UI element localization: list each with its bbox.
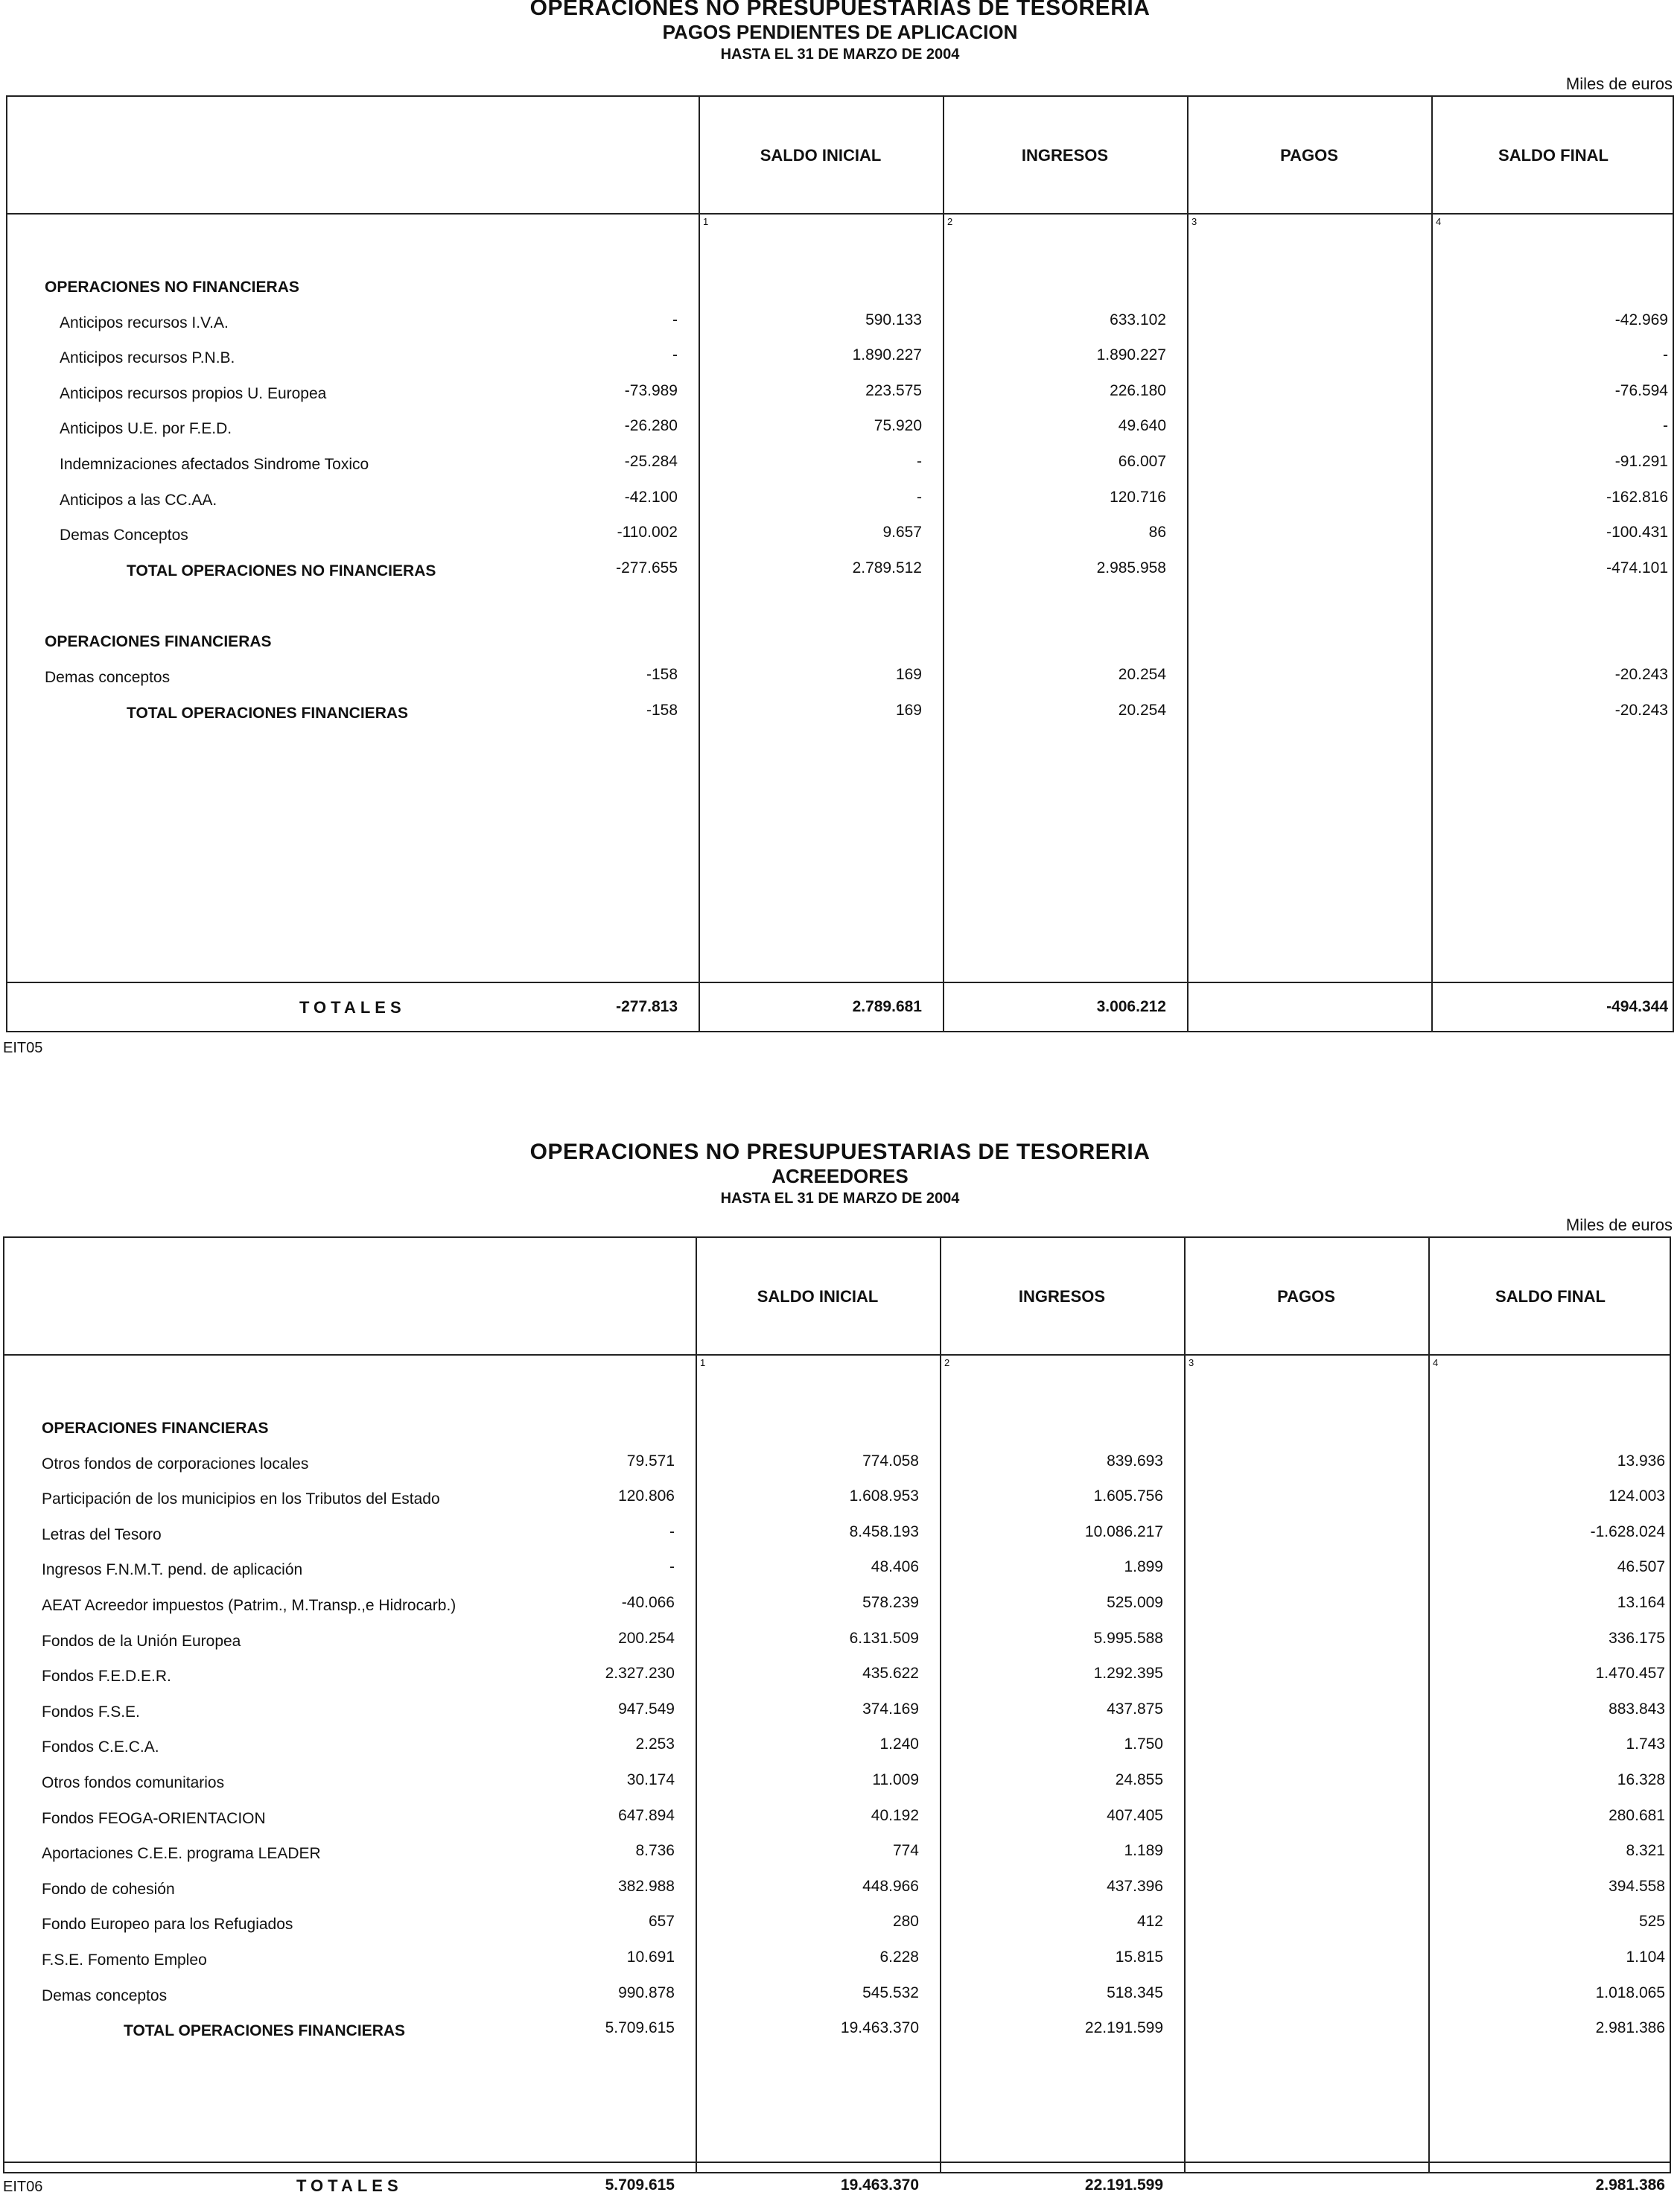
table-row-label: Participación de los municipios en los Tributos del Estado <box>42 1490 440 1508</box>
table1-col-ingresos: INGRESOS <box>1021 146 1109 165</box>
table-cell-saldo-inicial: -40.066 <box>621 1594 675 1611</box>
table-cell-saldo-final: 13.936 <box>1617 1452 1665 1470</box>
table-cell-pagos: 1.189 <box>1124 1842 1163 1860</box>
table-cell-pagos: 437.396 <box>1107 1877 1163 1895</box>
table-cell-pagos: 86 <box>1148 524 1166 541</box>
table-cell-saldo-inicial: 8.736 <box>635 1842 675 1860</box>
table-row-label: Demas Conceptos <box>60 527 188 544</box>
table-cell-saldo-final: 46.507 <box>1617 1558 1665 1576</box>
table1-colnum-1: 1 <box>703 216 709 227</box>
table-cell-ingresos: 169 <box>895 701 922 719</box>
table-cell-pagos: 5.995.588 <box>1093 1629 1163 1647</box>
table-cell-saldo-inicial: 947.549 <box>618 1700 675 1718</box>
table-cell-ingresos: 19.463.370 <box>840 2019 919 2037</box>
table-cell-pagos: 437.875 <box>1107 1700 1163 1718</box>
table-cell-saldo-inicial: -158 <box>646 666 678 683</box>
table-cell-ingresos: 9.657 <box>882 524 922 541</box>
table-cell-ingresos: 578.239 <box>862 1594 919 1611</box>
table-cell-saldo-final: 124.003 <box>1609 1487 1665 1505</box>
table-cell-saldo-final: 1.018.065 <box>1595 1984 1665 2001</box>
table-cell-ingresos: 48.406 <box>871 1558 919 1576</box>
table-cell-saldo-inicial: 2.253 <box>635 1735 675 1753</box>
table-cell-ingresos: 448.966 <box>862 1877 919 1895</box>
table-cell-ingresos: 6.131.509 <box>849 1629 919 1647</box>
table-cell-pagos: 633.102 <box>1110 311 1166 328</box>
table-cell-ingresos: 223.575 <box>865 381 922 399</box>
table-row-label: OPERACIONES FINANCIERAS <box>45 633 272 651</box>
table-cell-saldo-final: 1.743 <box>1626 1735 1665 1753</box>
table-cell-ingresos: 774 <box>892 1842 919 1860</box>
table-row-label: TOTAL OPERACIONES NO FINANCIERAS <box>127 562 436 579</box>
table-cell-pagos: 49.640 <box>1118 417 1166 435</box>
table1-total-saldo-final: -494.344 <box>1606 998 1668 1015</box>
table-cell-saldo-final: 1.470.457 <box>1595 1665 1665 1683</box>
table-cell-pagos: 10.086.217 <box>1084 1522 1163 1540</box>
table-cell-pagos: 15.815 <box>1115 1948 1163 1966</box>
table-cell-saldo-inicial: -73.989 <box>624 381 678 399</box>
table2-colnum-4: 4 <box>1433 1357 1439 1368</box>
table-row-label: OPERACIONES FINANCIERAS <box>42 1420 269 1437</box>
table-cell-saldo-final: 394.558 <box>1609 1877 1665 1895</box>
table-row-label: Anticipos U.E. por F.E.D. <box>60 420 232 438</box>
table-cell-saldo-inicial: -277.655 <box>616 559 678 577</box>
table-cell-saldo-final: - <box>1663 346 1668 364</box>
table-cell-saldo-inicial: - <box>672 346 678 364</box>
table-cell-pagos: 518.345 <box>1107 1984 1163 2001</box>
table-cell-ingresos: 774.058 <box>862 1452 919 1470</box>
table-cell-saldo-inicial: 2.327.230 <box>605 1665 675 1683</box>
table1-frame <box>6 95 1674 1032</box>
table-row-label: Anticipos recursos I.V.A. <box>60 314 229 331</box>
table-row-label: Fondos de la Unión Europea <box>42 1632 241 1650</box>
table-row-label: Fondos F.S.E. <box>42 1703 140 1721</box>
table-cell-saldo-final: -1.628.024 <box>1590 1522 1665 1540</box>
table-cell-pagos: 22.191.599 <box>1084 2019 1163 2037</box>
table2-title: OPERACIONES NO PRESUPUESTARIAS DE TESORERIA <box>529 1140 1151 1164</box>
table-cell-pagos: 525.009 <box>1107 1594 1163 1611</box>
table-cell-ingresos: 435.622 <box>862 1665 919 1683</box>
table-cell-saldo-inicial: 30.174 <box>626 1771 675 1788</box>
table-row-label: Anticipos recursos propios U. Europea <box>60 384 327 402</box>
table-cell-saldo-inicial: 990.878 <box>618 1984 675 2001</box>
table-cell-ingresos: 1.890.227 <box>852 346 922 364</box>
table1-col-pagos: PAGOS <box>1280 146 1338 165</box>
table-row-label: Otros fondos de corporaciones locales <box>42 1455 309 1473</box>
table-row-label: Anticipos recursos P.N.B. <box>60 349 235 367</box>
table-cell-ingresos: 75.920 <box>874 417 922 435</box>
table-cell-pagos: 412 <box>1136 1913 1163 1931</box>
table1-total-saldo-inicial: -277.813 <box>616 998 678 1015</box>
table2-colnum-1: 1 <box>700 1357 706 1368</box>
table-cell-saldo-inicial: -110.002 <box>617 524 678 541</box>
table-row-label: Demas conceptos <box>45 669 171 686</box>
table-cell-saldo-final: 13.164 <box>1617 1594 1665 1611</box>
table-cell-ingresos: 40.192 <box>871 1806 919 1824</box>
table-cell-ingresos: 11.009 <box>872 1771 919 1788</box>
table-cell-saldo-inicial: 5.709.615 <box>605 2019 675 2037</box>
table-cell-saldo-final: 280.681 <box>1609 1806 1665 1824</box>
table-cell-ingresos: 280 <box>892 1913 919 1931</box>
table1-title: OPERACIONES NO PRESUPUESTARIAS DE TESORERIA <box>529 0 1151 20</box>
table1-col-saldo-inicial: SALDO INICIAL <box>760 146 882 165</box>
table2-col-saldo-inicial: SALDO INICIAL <box>757 1287 879 1306</box>
table-cell-pagos: 1.605.756 <box>1093 1487 1163 1505</box>
table-cell-saldo-inicial: 200.254 <box>618 1629 675 1647</box>
table-cell-saldo-inicial: 382.988 <box>618 1877 675 1895</box>
table-cell-pagos: 24.855 <box>1115 1771 1163 1788</box>
table1-colnum-2: 2 <box>947 216 953 227</box>
table-cell-saldo-final: 16.328 <box>1617 1771 1665 1788</box>
table2-col-ingresos: INGRESOS <box>1018 1287 1106 1306</box>
table-row-label: Ingresos F.N.M.T. pend. de aplicación <box>42 1561 303 1579</box>
table2-total-ingresos: 19.463.370 <box>840 2176 919 2194</box>
table-cell-ingresos: 2.789.512 <box>852 559 922 577</box>
table2-units: Miles de euros <box>1565 1216 1673 1234</box>
table-cell-saldo-inicial: 647.894 <box>618 1806 675 1824</box>
table-cell-saldo-final: -91.291 <box>1614 453 1668 470</box>
table-row-label: Fondos FEOGA-ORIENTACION <box>42 1809 266 1827</box>
table-cell-ingresos: 1.608.953 <box>849 1487 919 1505</box>
table-row-label: Fondos C.E.C.A. <box>42 1738 159 1756</box>
table2-col-pagos: PAGOS <box>1277 1287 1335 1306</box>
table-row-label: Fondos F.E.D.E.R. <box>42 1668 171 1686</box>
table-cell-saldo-inicial: - <box>669 1558 675 1576</box>
table1-col-saldo-final: SALDO FINAL <box>1498 146 1609 165</box>
table1-date: HASTA EL 31 DE MARZO DE 2004 <box>720 46 960 63</box>
table2-col-saldo-final: SALDO FINAL <box>1495 1287 1606 1306</box>
table-cell-ingresos: - <box>917 453 922 470</box>
table-cell-ingresos: 8.458.193 <box>849 1522 919 1540</box>
table-cell-saldo-inicial: 10.691 <box>626 1948 675 1966</box>
table-cell-pagos: 1.750 <box>1124 1735 1163 1753</box>
table-cell-ingresos: 590.133 <box>865 311 922 328</box>
table-cell-pagos: 20.254 <box>1118 701 1166 719</box>
table-cell-saldo-final: -42.969 <box>1614 311 1668 328</box>
table-cell-saldo-final: 8.321 <box>1626 1842 1665 1860</box>
table-cell-pagos: 1.292.395 <box>1093 1665 1163 1683</box>
table2-colnum-3: 3 <box>1189 1357 1194 1368</box>
table1-total-pagos: 3.006.212 <box>1096 998 1166 1015</box>
table-cell-saldo-final: 336.175 <box>1609 1629 1665 1647</box>
table-cell-saldo-final: -162.816 <box>1606 488 1668 506</box>
table-cell-pagos: 226.180 <box>1110 381 1166 399</box>
table1-totals-label: TOTALES <box>299 998 406 1017</box>
table-cell-saldo-inicial: 79.571 <box>626 1452 675 1470</box>
table-cell-saldo-inicial: -158 <box>646 701 678 719</box>
table-row-label: OPERACIONES NO FINANCIERAS <box>45 279 299 296</box>
table-cell-saldo-inicial: -42.100 <box>624 488 678 506</box>
table-cell-saldo-final: 883.843 <box>1609 1700 1665 1718</box>
table-row-label: TOTAL OPERACIONES FINANCIERAS <box>127 704 409 722</box>
table-cell-ingresos: - <box>917 488 922 506</box>
table-cell-saldo-final: 1.104 <box>1626 1948 1665 1966</box>
table2-totals-label: TOTALES <box>296 2176 403 2195</box>
table-cell-saldo-final: 2.981.386 <box>1595 2019 1665 2037</box>
table1-colnum-4: 4 <box>1436 216 1442 227</box>
table-cell-saldo-final: 525 <box>1638 1913 1665 1931</box>
table-cell-saldo-final: -76.594 <box>1614 381 1668 399</box>
table-cell-saldo-inicial: 657 <box>648 1913 675 1931</box>
table-row-label: TOTAL OPERACIONES FINANCIERAS <box>124 2022 406 2040</box>
table-cell-saldo-inicial: -25.284 <box>624 453 678 470</box>
table-cell-saldo-final: -20.243 <box>1614 701 1668 719</box>
table-row-label: Aportaciones C.E.E. programa LEADER <box>42 1845 321 1863</box>
table-cell-pagos: 1.890.227 <box>1096 346 1166 364</box>
table2-colnum-2: 2 <box>944 1357 950 1368</box>
table-row-label: Fondo de cohesión <box>42 1880 175 1898</box>
table-cell-pagos: 20.254 <box>1118 666 1166 683</box>
table2-total-pagos: 22.191.599 <box>1084 2176 1163 2194</box>
table-cell-pagos: 66.007 <box>1118 453 1166 470</box>
table-cell-ingresos: 169 <box>895 666 922 683</box>
table-cell-ingresos: 545.532 <box>862 1984 919 2001</box>
table-row-label: F.S.E. Fomento Empleo <box>42 1951 207 1969</box>
table-cell-pagos: 2.985.958 <box>1096 559 1166 577</box>
table-cell-saldo-inicial: -26.280 <box>624 417 678 435</box>
table1-units: Miles de euros <box>1565 74 1673 93</box>
table-row-label: Otros fondos comunitarios <box>42 1774 225 1791</box>
table1-total-ingresos: 2.789.681 <box>852 998 922 1015</box>
table-cell-saldo-final: -100.431 <box>1606 524 1668 541</box>
table-cell-ingresos: 6.228 <box>879 1948 919 1966</box>
table2-subtitle: ACREEDORES <box>771 1165 909 1187</box>
table1-footer-code: EIT05 <box>3 1040 43 1056</box>
table-row-label: AEAT Acreedor impuestos (Patrim., M.Transp.,e Hidrocarb.) <box>42 1597 456 1614</box>
table-cell-ingresos: 1.240 <box>879 1735 919 1753</box>
table-cell-saldo-final: - <box>1663 417 1668 435</box>
table2-total-saldo-final: 2.981.386 <box>1595 2176 1665 2194</box>
table-cell-saldo-inicial: 120.806 <box>618 1487 675 1505</box>
table-row-label: Anticipos a las CC.AA. <box>60 491 217 509</box>
table-cell-saldo-inicial: - <box>669 1522 675 1540</box>
table2-total-saldo-inicial: 5.709.615 <box>605 2176 675 2194</box>
table-cell-saldo-inicial: - <box>672 311 678 328</box>
table2-footer-code: EIT06 <box>3 2179 43 2195</box>
table-cell-pagos: 1.899 <box>1124 1558 1163 1576</box>
table-row-label: Letras del Tesoro <box>42 1525 162 1543</box>
table-cell-pagos: 839.693 <box>1107 1452 1163 1470</box>
table-row-label: Indemnizaciones afectados Sindrome Toxico <box>60 456 369 473</box>
table1-subtitle: PAGOS PENDIENTES DE APLICACION <box>662 21 1018 43</box>
table-cell-saldo-final: -20.243 <box>1614 666 1668 683</box>
table2-date: HASTA EL 31 DE MARZO DE 2004 <box>720 1190 960 1207</box>
table-cell-ingresos: 374.169 <box>862 1700 919 1718</box>
table1-colnum-3: 3 <box>1191 216 1197 227</box>
table-cell-pagos: 120.716 <box>1110 488 1166 506</box>
table-cell-saldo-final: -474.101 <box>1606 559 1668 577</box>
table-row-label: Fondo Europeo para los Refugiados <box>42 1916 293 1934</box>
table-row-label: Demas conceptos <box>42 1986 168 2004</box>
table-cell-pagos: 407.405 <box>1107 1806 1163 1824</box>
